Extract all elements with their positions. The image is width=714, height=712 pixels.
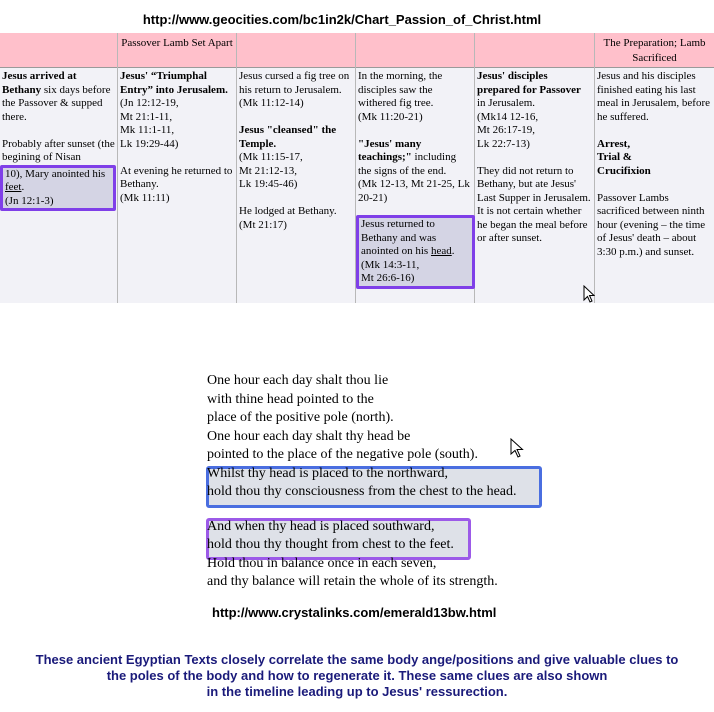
anointed-head-highlight <box>356 215 475 289</box>
col4-teachings-ref: (Mk 12-13, Mt 21-25, Lk 20-21) <box>358 178 470 204</box>
col1-hl-ref: (Jn 12:1-3) <box>5 194 54 207</box>
col5-title: Jesus' disciples prepared for Passover <box>477 70 581 96</box>
caption-line-1: These ancient Egyptian Texts closely correlate the same body ange/positions and give valuable clues to <box>35 652 679 667</box>
caption-line-3: in the timeline leading up to Jesus' ressurection. <box>206 684 508 699</box>
col4-head-word: head <box>430 245 452 257</box>
col4-hl-period: . <box>451 245 455 257</box>
poem-line-10: Hold thou in balance once in each seven, <box>207 555 437 571</box>
chart-column-3 <box>237 33 356 303</box>
col5-ref-2: Lk 22:7-13) <box>477 137 530 150</box>
column-2-header: Passover Lamb Set Apart <box>118 33 236 68</box>
col5-supper-text: They did not return to Bethany, but ate Jesus' Last Supper in Jerusalem. It is not certain whether he began the meal before or after sunset. <box>477 164 591 244</box>
col1-title: Jesus arrived at Bethany <box>2 70 77 96</box>
chart-column-2 <box>118 33 237 303</box>
chart-column-4 <box>356 33 475 303</box>
col5-ref-1: Mt 26:17-19, <box>477 124 536 136</box>
col4-morning-ref: (Mk 11:20-21) <box>358 110 423 123</box>
col2-evening-text: At evening he returned to Bethany. <box>120 164 233 190</box>
poem-line-5: pointed to the place of the negative pole (south). <box>207 447 478 462</box>
column-1-header <box>0 33 117 68</box>
bottom-source-url: http://www.crystalinks.com/emerald13bw.html <box>212 605 497 620</box>
column-4-header <box>356 33 474 68</box>
col3-fig-tree-ref: (Mk 11:12-14) <box>239 97 304 109</box>
col2-title: Jesus' “Triumphal Entry” into Jerusalem. <box>120 70 228 96</box>
poem-line-11: and thy balance will retain the whole of its strength. <box>207 574 498 589</box>
explanation-caption <box>10 652 704 700</box>
col3-ref-0: (Mk 11:15-17, <box>239 151 303 163</box>
poem-line-7: hold thou thy consciousness from the chest to the head. <box>207 484 517 499</box>
chart-column-5 <box>475 33 595 303</box>
col6-title-0: Arrest, <box>597 137 631 150</box>
mary-anointed-feet-highlight <box>0 165 116 212</box>
poem-line-9: hold thou thy thought from chest to the feet. <box>207 537 454 552</box>
column-6-header: The Preparation; Lamb Sacrificed <box>595 33 714 68</box>
col3-title: Jesus "cleansed" the Temple. <box>239 124 337 150</box>
col3-ref-1: Mt 21:12-13, <box>239 164 298 177</box>
col3-lodged-text: He lodged at Bethany. <box>239 205 337 217</box>
poem-line-2: with thine head pointed to the <box>207 391 374 407</box>
emerald-tablet-poem <box>207 372 517 592</box>
column-5-header <box>475 33 594 68</box>
col6-title-1: Trial & <box>597 151 632 163</box>
passion-chart <box>0 33 714 303</box>
col1-hl-text: 10), Mary anointed his <box>5 167 106 180</box>
col3-fig-tree-text: Jesus cursed a fig tree on his return to Jerusalem. <box>239 70 350 96</box>
col4-title: "Jesus' many teachings;" <box>358 137 422 163</box>
chart-column-6 <box>595 33 714 303</box>
col1-hl-period: . <box>21 181 25 193</box>
poem-line-1: One hour each day shalt thou lie <box>207 373 389 388</box>
poem-line-8: And when thy head is placed southward, <box>207 518 435 534</box>
col3-ref-2: Lk 19:45-46) <box>239 178 298 190</box>
caption-line-2: the poles of the body and how to regenerate it. These same clues are also shown <box>106 668 608 683</box>
col6-title-2: Crucifixion <box>597 164 651 177</box>
col4-morning-text: In the morning, the disciples saw the withered fig tree. <box>358 70 443 109</box>
mouse-cursor-icon <box>510 438 524 458</box>
col5-ref-0: (Mk14 12-16, <box>477 110 539 123</box>
poem-line-4: One hour each day shalt thy head be <box>207 428 411 444</box>
top-source-url: http://www.geocities.com/bc1in2k/Chart_Passion_of_Christ.html <box>142 12 542 27</box>
col2-ref-2: Mk 11:1-11, <box>120 124 175 136</box>
poem-line-3: place of the positive pole (north). <box>207 410 394 425</box>
col2-evening-ref: (Mk 11:11) <box>120 191 170 204</box>
column-3-header <box>237 33 355 68</box>
chart-column-1 <box>0 33 118 303</box>
col1-feet-word: feet <box>5 181 22 193</box>
col3-lodged-ref: (Mt 21:17) <box>239 218 287 231</box>
mouse-cursor-icon <box>583 285 595 303</box>
poem-line-6: Whilst thy head is placed to the northward, <box>207 465 449 481</box>
col6-lambs-text: Passover Lambs sacrificed between ninth hour (evening – the time of Jesus' death – about 3:30 p.m.) and sunset. <box>597 191 706 258</box>
col6-meal-text: Jesus and his disciples finished eating his last meal in Jerusalem, before he suffered. <box>597 70 711 123</box>
col5-text: in Jerusalem. <box>477 97 536 109</box>
col2-ref-3: Lk 19:29-44) <box>120 137 179 150</box>
col2-ref-1: Mt 21:1-11, <box>120 110 173 123</box>
col4-hl-ref-1: Mt 26:6-16) <box>361 272 415 284</box>
col4-hl-text: Jesus returned to Bethany and was anointed on his <box>361 218 437 257</box>
col4-teachings-text: including the signs of the end. <box>358 151 457 177</box>
col1-sunset-text: Probably after sunset (the begining of Nisan <box>2 137 115 163</box>
col4-hl-ref-0: (Mk 14:3-11, <box>361 258 420 271</box>
col1-text: six days before the Passover & supped there. <box>2 83 111 123</box>
col2-ref-0: (Jn 12:12-19, <box>120 97 179 109</box>
